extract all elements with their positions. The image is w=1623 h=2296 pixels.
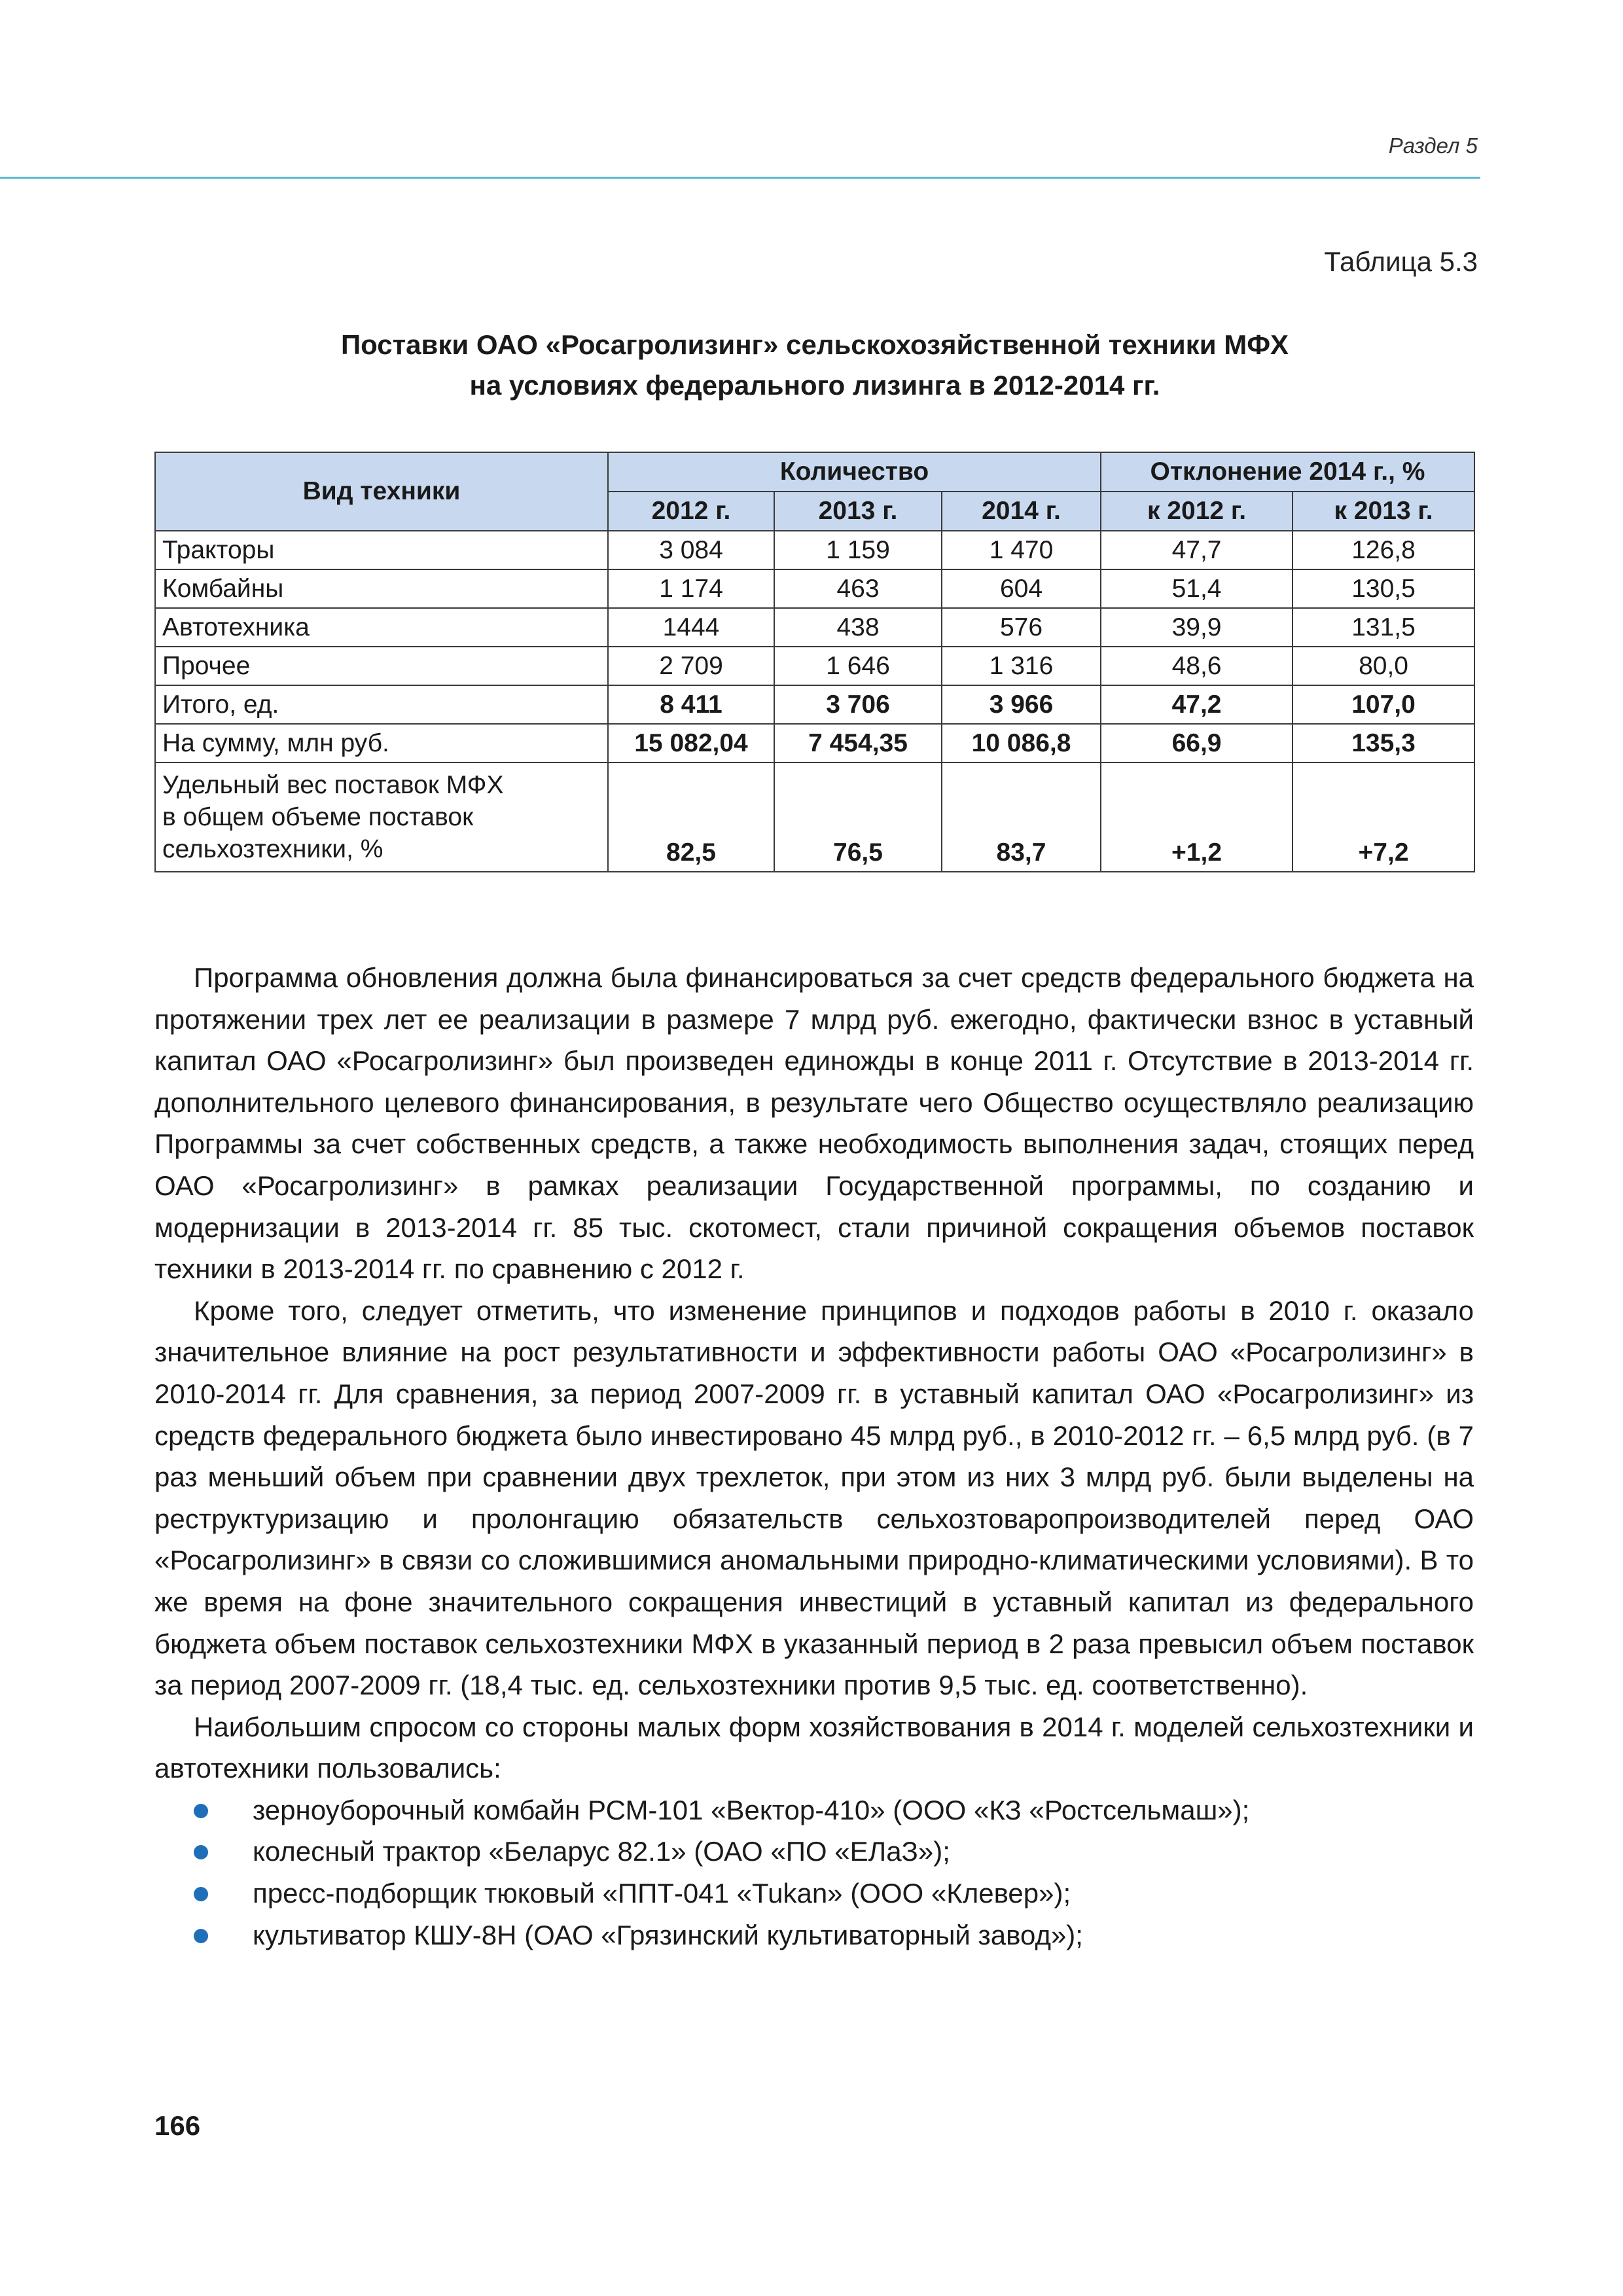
header-2013: 2013 г. xyxy=(774,492,942,531)
row-name: Автотехника xyxy=(155,608,608,647)
section-label: Раздел 5 xyxy=(1388,134,1478,158)
table-title xyxy=(154,325,1475,406)
cell-to-2013: 126,8 xyxy=(1293,531,1474,569)
cell-2014: 576 xyxy=(942,608,1101,647)
list-item-text: пресс-подборщик тюковый «ППТ-041 «Tukan» (ООО «Клевер»); xyxy=(253,1878,1071,1909)
page-number: 166 xyxy=(154,2110,201,2141)
row-name: На сумму, млн руб. xyxy=(155,724,608,762)
table-row xyxy=(155,647,1474,685)
cell-to-2012: 39,9 xyxy=(1101,608,1293,647)
table-row xyxy=(155,531,1474,569)
list-item xyxy=(154,1831,1474,1873)
cell-to-2012: 48,6 xyxy=(1101,647,1293,685)
header-kind: Вид техники xyxy=(155,452,608,531)
cell-2012: 1444 xyxy=(608,608,774,647)
cell-2014: 3 966 xyxy=(942,685,1101,724)
header-quantity: Количество xyxy=(608,452,1101,492)
list-item-text: культиватор КШУ-8Н (ОАО «Грязинский культиваторный завод»); xyxy=(253,1919,1083,1950)
cell-2012: 1 174 xyxy=(608,569,774,608)
cell-2013: 1 646 xyxy=(774,647,942,685)
cell-2012: 82,5 xyxy=(608,762,774,872)
paragraph-2: Кроме того, следует отметить, что изменение принципов и подходов работы в 2010 г. оказало значительное влияние на рост результативности и эффективности работы ОАО «Росагролизинг» в 2010-2014 гг. Для сравнения, за период 2007-2009 гг. в уставный капитал ОАО «Росагролизинг» из средств федерального бюджета было инвестировано 45 млрд руб., в 2010-2012 гг. – 6,5 млрд руб. (в 7 раз меньший объем при сравнении двух трехлеток, при этом из них 3 млрд руб. были выделены на реструктуризацию и пролонгацию обязательств сельхозтоваропроизводителей перед ОАО «Росагролизинг» в связи со сложившимися аномальными природно-климатическими условиями). В то же время на фоне значительного сокращения инвестиций в уставный капитал из федерального бюджета объем поставок сельхозтехники МФХ в указанный период в 2 раза превысил объем поставок за период 2007-2009 гг. (18,4 тыс. ед. сельхозтехники против 9,5 тыс. ед. соответственно). xyxy=(154,1295,1474,1701)
table-row xyxy=(155,569,1474,608)
header-rule xyxy=(0,177,1480,179)
cell-2013: 7 454,35 xyxy=(774,724,942,762)
row-name-share xyxy=(155,762,608,872)
bullet-list xyxy=(154,1789,1474,1956)
list-item xyxy=(154,1789,1474,1831)
share-name-line-3: сельхозтехники, % xyxy=(162,835,383,863)
header-to-2013: к 2013 г. xyxy=(1293,492,1474,531)
cell-2013: 438 xyxy=(774,608,942,647)
cell-2012: 3 084 xyxy=(608,531,774,569)
cell-2014: 83,7 xyxy=(942,762,1101,872)
header-to-2012: к 2012 г. xyxy=(1101,492,1293,531)
row-name: Комбайны xyxy=(155,569,608,608)
table-row-share xyxy=(155,762,1474,872)
cell-2014: 1 470 xyxy=(942,531,1101,569)
bullet-dot-icon xyxy=(194,1804,208,1818)
cell-2013: 1 159 xyxy=(774,531,942,569)
cell-to-2013: 131,5 xyxy=(1293,608,1474,647)
cell-2013: 463 xyxy=(774,569,942,608)
cell-to-2013: 135,3 xyxy=(1293,724,1474,762)
bullet-dot-icon xyxy=(194,1929,208,1943)
paragraph-3: Наибольшим спросом со стороны малых форм хозяйствования в 2014 г. моделей сельхозтехники и автотехники пользовались: xyxy=(154,1711,1474,1784)
row-name: Тракторы xyxy=(155,531,608,569)
cell-to-2012: 66,9 xyxy=(1101,724,1293,762)
table-title-line-2: на условиях федерального лизинга в 2012-2014 гг. xyxy=(469,370,1160,401)
header-2014: 2014 г. xyxy=(942,492,1101,531)
cell-2014: 10 086,8 xyxy=(942,724,1101,762)
bullet-dot-icon xyxy=(194,1845,208,1859)
row-name: Прочее xyxy=(155,647,608,685)
header-2012: 2012 г. xyxy=(608,492,774,531)
cell-to-2012: 47,2 xyxy=(1101,685,1293,724)
cell-2013: 3 706 xyxy=(774,685,942,724)
list-item-text: колесный трактор «Беларус 82.1» (ОАО «ПО «ЕЛаЗ»); xyxy=(253,1836,950,1867)
supply-table xyxy=(154,452,1475,872)
list-item xyxy=(154,1873,1474,1914)
cell-2013: 76,5 xyxy=(774,762,942,872)
cell-to-2013: 107,0 xyxy=(1293,685,1474,724)
list-item-text: зерноуборочный комбайн РСМ-101 «Вектор-410» (ООО «КЗ «Ростсельмаш»); xyxy=(253,1794,1250,1825)
paragraph-1: Программа обновления должна была финансироваться за счет средств федерального бюджета на протяжении трех лет ее реализации в размере 7 млрд руб. ежегодно, фактически взнос в уставный капитал ОАО «Росагролизинг» был произведен единожды в конце 2011 г. Отсутствие в 2013-2014 гг. дополнительного целевого финансирования, в результате чего Общество осуществляло реализацию Программы за счет собственных средств, а также необходимость выполнения задач, стоящих перед ОАО «Росагролизинг» в рамках реализации Государственной программы, по созданию и модернизации в 2013-2014 гг. 85 тыс. скотомест, стали причиной сокращения объемов поставок техники в 2013-2014 гг. по сравнению с 2012 г. xyxy=(154,962,1474,1285)
header-deviation: Отклонение 2014 г., % xyxy=(1101,452,1474,492)
table-row xyxy=(155,608,1474,647)
cell-to-2012: +1,2 xyxy=(1101,762,1293,872)
cell-to-2012: 51,4 xyxy=(1101,569,1293,608)
body-text xyxy=(154,957,1474,1956)
share-name-line-1: Удельный вес поставок МФХ xyxy=(162,771,504,799)
list-item xyxy=(154,1914,1474,1956)
cell-to-2013: +7,2 xyxy=(1293,762,1474,872)
cell-to-2013: 80,0 xyxy=(1293,647,1474,685)
table-row-total-units xyxy=(155,685,1474,724)
cell-2014: 604 xyxy=(942,569,1101,608)
cell-2012: 15 082,04 xyxy=(608,724,774,762)
bullet-dot-icon xyxy=(194,1887,208,1901)
cell-to-2013: 130,5 xyxy=(1293,569,1474,608)
cell-2014: 1 316 xyxy=(942,647,1101,685)
cell-2012: 2 709 xyxy=(608,647,774,685)
table-number: Таблица 5.3 xyxy=(1324,246,1478,277)
share-name-line-2: в общем объеме поставок xyxy=(162,803,474,831)
table-row-total-sum xyxy=(155,724,1474,762)
row-name: Итого, ед. xyxy=(155,685,608,724)
cell-to-2012: 47,7 xyxy=(1101,531,1293,569)
cell-2012: 8 411 xyxy=(608,685,774,724)
table-title-line-1: Поставки ОАО «Росагролизинг» сельскохозяйственной техники МФХ xyxy=(340,329,1289,360)
